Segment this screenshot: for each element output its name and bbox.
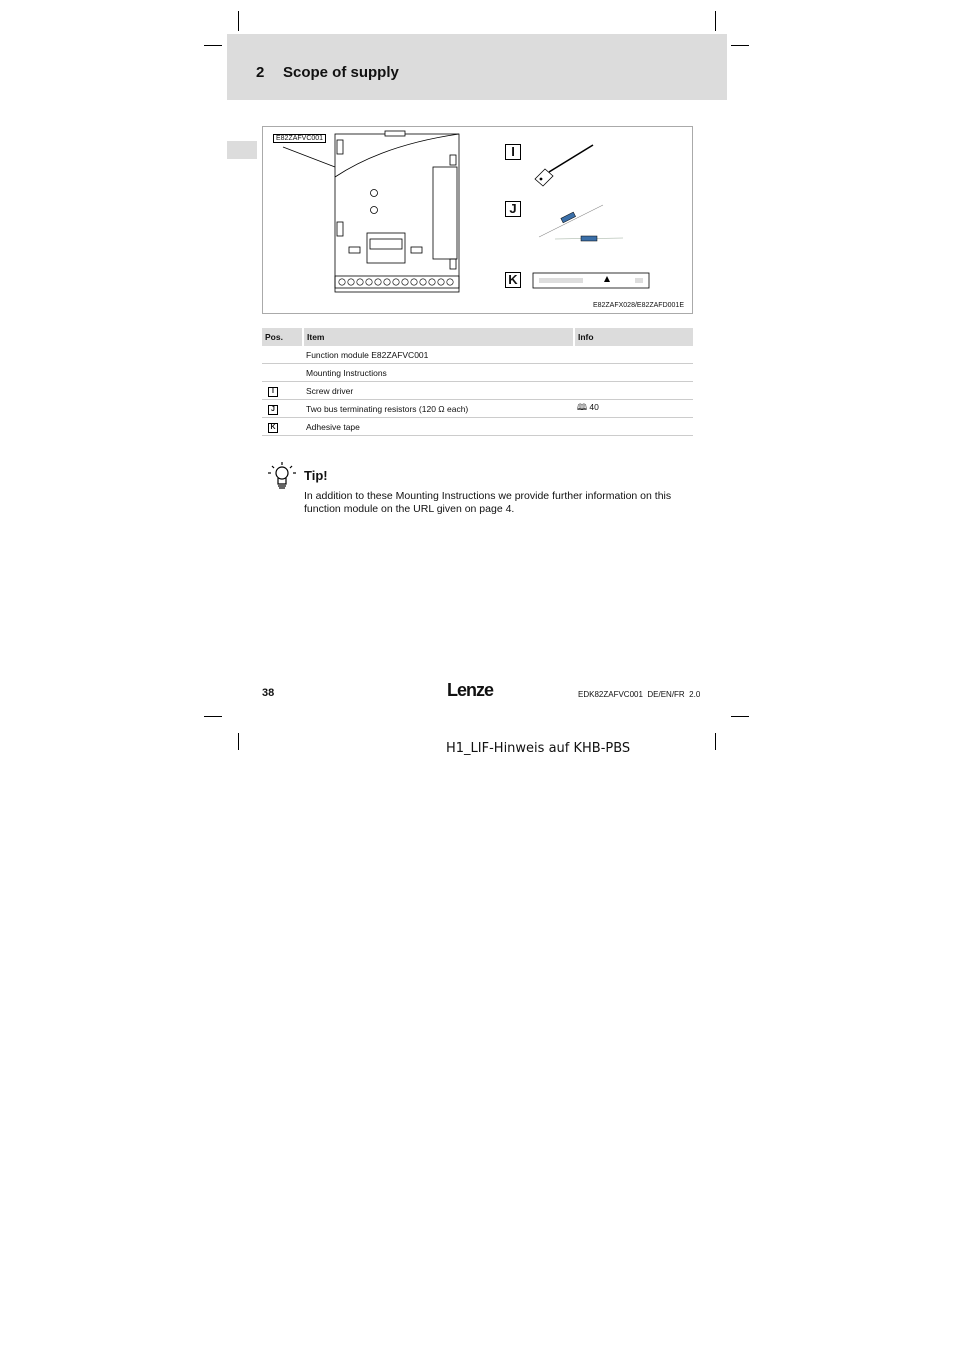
scope-of-supply-table <box>262 328 693 436</box>
scope-of-supply-figure <box>262 126 693 314</box>
row-pos <box>262 400 303 418</box>
header-info: Info <box>574 328 693 346</box>
chapter-title: Scope of supply <box>283 64 399 81</box>
screw-driver-drawing <box>535 145 593 186</box>
header-item: Item <box>303 328 574 346</box>
row-info <box>574 418 693 436</box>
header-pos: Pos. <box>262 328 303 346</box>
row-info: 🕮 40 <box>574 400 693 418</box>
lightbulb-icon <box>266 460 298 496</box>
chapter-heading <box>256 64 399 81</box>
crop-mark <box>204 716 222 717</box>
position-letter-i: I <box>505 144 521 160</box>
row-info <box>574 364 693 382</box>
terminal-screws <box>339 279 453 285</box>
row-info <box>574 346 693 364</box>
table-row <box>262 418 693 436</box>
table-row <box>262 364 693 382</box>
pos-badge: K <box>268 423 278 433</box>
crop-mark <box>238 733 239 750</box>
position-letter-j: J <box>505 201 521 217</box>
figure-caption: E82ZAFX028/E82ZAFD001E <box>592 302 684 309</box>
crop-mark <box>731 45 749 46</box>
resistor-drawing <box>539 205 623 241</box>
row-item: Function module E82ZAFVC001 <box>303 346 574 364</box>
adhesive-tape-drawing <box>533 273 649 288</box>
table-header-row <box>262 328 693 346</box>
side-tab <box>227 141 257 159</box>
table-row <box>262 400 693 418</box>
row-item: Adhesive tape <box>303 418 574 436</box>
crop-mark <box>238 11 239 31</box>
page-number: 38 <box>262 687 275 699</box>
chapter-number: 2 <box>256 64 265 81</box>
pos-badge: J <box>268 405 278 415</box>
row-pos <box>262 346 303 364</box>
row-info <box>574 382 693 400</box>
crop-mark <box>715 733 716 750</box>
row-pos <box>262 364 303 382</box>
table-row <box>262 346 693 364</box>
document-id: EDK82ZAFVC001 DE/EN/FR 2.0 <box>578 690 701 699</box>
row-item: Mounting Instructions <box>303 364 574 382</box>
footnote: H1_LIF-Hinweis auf KHB-PBS <box>446 741 631 756</box>
function-module-drawing <box>283 131 459 292</box>
crop-mark <box>204 45 222 46</box>
figure-drawing <box>263 127 694 315</box>
tip-text: In addition to these Mounting Instructions we provide further information on this function module on the URL given on page 4. <box>304 490 672 515</box>
row-item: Two bus terminating resistors (120 Ω each) <box>303 400 574 418</box>
crop-mark <box>715 11 716 31</box>
row-item: Screw driver <box>303 382 574 400</box>
table-row <box>262 382 693 400</box>
module-label: E82ZAFVC001 <box>273 134 326 143</box>
row-pos <box>262 382 303 400</box>
tip-title: Tip! <box>304 468 328 483</box>
position-letter-k: K <box>505 272 521 288</box>
pos-badge: I <box>268 387 278 397</box>
lenze-logo: Lenze <box>447 680 494 700</box>
crop-mark <box>731 716 749 717</box>
row-pos <box>262 418 303 436</box>
